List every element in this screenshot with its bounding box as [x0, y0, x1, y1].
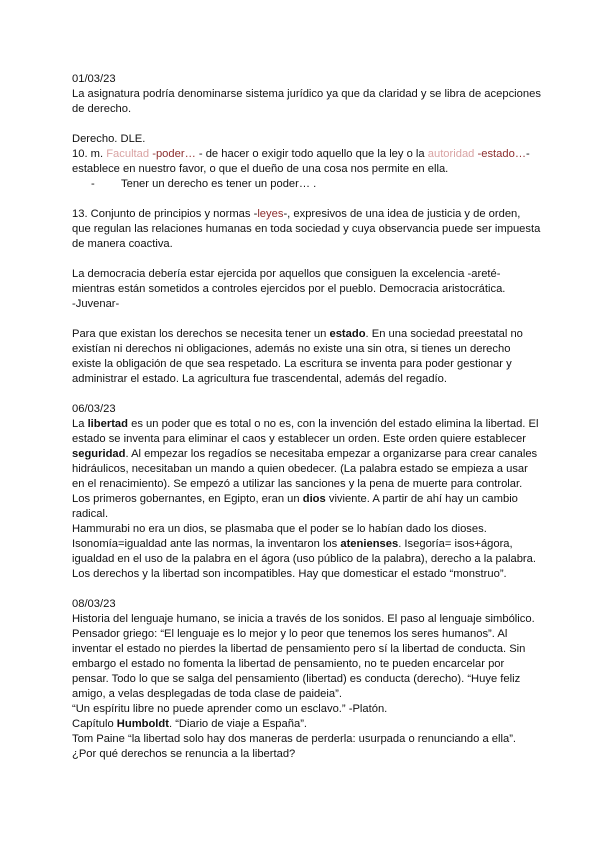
date-heading: 08/03/23	[72, 598, 116, 610]
text: La asignatura podría denominarse sistema jurídico ya que da claridad y se libra de acepciones de derecho.	[72, 88, 541, 115]
definition-10	[72, 147, 542, 177]
highlight-estado: -estado…	[477, 148, 527, 160]
text: -, expresivos de una idea de justicia y de orden, que regulan las relaciones humanas en toda sociedad y cuya observancia puede ser impuesta de manera coactiva.	[72, 208, 541, 250]
paragraph-historia: Historia del lenguaje humano, se inicia a través de los sonidos. El paso al lenguaje simbólico. Pensador griego: “El lenguaje es lo mejor y lo peor que tenemos los seres humanos”. Al inventar el estado no pierdes la libertad de pensamiento pero sí la libertad de conducta. Sin embargo el estado no fomenta la libertad de pensamiento, no te pueden encarcelar por pensar. Todo lo que se salga del pensamiento (libertad) es conducta (derecho). “Huye feliz amigo, a velas desplegadas de toda clase de paideia”.	[72, 613, 535, 700]
bold-humboldt: Humboldt	[116, 718, 169, 730]
text: Capítulo	[72, 718, 114, 730]
highlight-leyes: leyes	[257, 208, 284, 220]
author-juvenar: -Juvenar-	[72, 298, 120, 310]
text: 13. Conjunto de principios y normas -	[72, 208, 258, 220]
text: - de hacer o exigir todo aquello que la ley o la	[198, 148, 425, 160]
date-heading: 01/03/23	[72, 73, 116, 85]
notes-page	[72, 72, 542, 762]
definition-number: 10. m.	[72, 148, 104, 160]
bullet-text: Tener un derecho es tener un poder… .	[121, 178, 317, 190]
text: viviente. A partir de ahí hay un cambio radical.	[72, 493, 518, 520]
definition-13	[72, 207, 542, 252]
bold-seguridad: seguridad	[72, 448, 126, 460]
text: . Isegoría= isos+ágora, igualdad en el uso de la palabra en el ágora (uso público de la palabra), derecho a la palabra.	[72, 538, 536, 565]
highlight-facultad: Facultad	[106, 148, 150, 160]
text: La	[72, 418, 85, 430]
highlight-poder: -poder…	[152, 148, 196, 160]
text: Para que existan los derechos se necesita tener un	[72, 328, 327, 340]
paragraph-capitulo	[72, 717, 542, 732]
text: . Al empezar los regadíos se necesitaba empezar a organizarse para crear canales hidráulicos, necesitaban un mando a quien obedecer. (La palabra estado se empieza a usar en el renacimiento). Se empezó a utilizar las sanciones y la pena de muerte para controlar. Los primeros gobernantes, en Egipto, eran un	[72, 448, 538, 505]
date-heading: 06/03/23	[72, 403, 116, 415]
quote-paine: Tom Paine “la libertad solo hay dos maneras de perderla: usurpada o renunciando a ella”.	[72, 733, 517, 745]
text: . “Diario de viaje a España”.	[168, 718, 308, 730]
paragraph-intro	[72, 87, 542, 117]
list-item	[72, 177, 542, 192]
paragraph-hammurabi: Hammurabi no era un dios, se plasmaba que el poder se lo habían dado los dioses.	[72, 523, 487, 535]
paragraph-estado	[72, 327, 542, 387]
paragraph-democracia: La democracia debería estar ejercida por aquellos que consiguen la excelencia -areté- mientras están sometidos a controles ejercidos por el pueblo. Democracia aristocrática.	[72, 268, 506, 295]
text: . En una sociedad preestatal no existían ni derechos ni obligaciones, además no existe una sin otra, si tienes un derecho existe la obligación de que sea respetado. La escritura se inventa para poder gestionar y administrar el estado. La agricultura fue trascendental, además del regadío.	[72, 328, 523, 385]
quote-platon: “Un espíritu libre no puede aprender como un esclavo.” -Platón.	[72, 703, 388, 715]
text: es un poder que es total o no es, con la invención del estado elimina la libertad. El estado se inventa para eliminar el caos y establecer un orden. Este orden quiere establecer	[72, 418, 539, 445]
bold-estado: estado	[329, 328, 366, 340]
question: ¿Por qué derechos se renuncia a la libertad?	[72, 748, 296, 760]
highlight-autoridad: autoridad	[427, 148, 475, 160]
bold-libertad: libertad	[87, 418, 128, 430]
bold-atenienses: atenienses	[340, 538, 399, 550]
paragraph-isonomia	[72, 537, 542, 567]
dle-label: Derecho. DLE.	[72, 133, 146, 145]
paragraph-incompatibles: Los derechos y la libertad son incompatibles. Hay que domesticar el estado “monstruo”.	[72, 568, 507, 580]
text: Isonomía=igualdad ante las normas, la inventaron los	[72, 538, 338, 550]
paragraph-libertad	[72, 417, 542, 522]
bullet-dash: -	[91, 178, 95, 190]
bold-dios: dios	[302, 493, 326, 505]
text: - establece en nuestro favor, o que el dueño de una cosa nos permite en ella.	[72, 148, 530, 175]
